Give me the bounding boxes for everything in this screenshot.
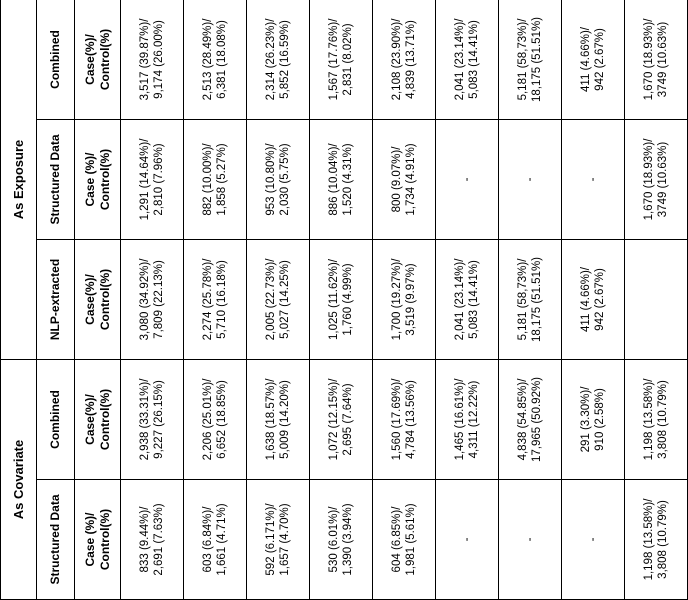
table-cell-exp-structured: 1,291 (14.64%)/ 2,810 (7.96%) [121, 119, 184, 239]
table-cell-cov-combined: 1,198 (13.58%)/ 3,808 (10.79%) [625, 359, 688, 479]
table-cell-cov-structured: 603 (6.84%)/ 1,661 (4.71%) [184, 480, 247, 600]
table-cell-exp-nlp: 2,274 (25.78%)/ 5,710 (16.18%) [184, 239, 247, 359]
subheader-exp-combined: Case(%)/ Control(%) [75, 0, 121, 119]
column-header-exp-combined: Combined [37, 0, 75, 119]
table-cell-cov-structured: 1,198 (13.58%)/ 3,808 (10.79%) [625, 480, 688, 600]
table-cell-exp-combined: 411 (4.66%)/ 942 (2.67%) [562, 0, 625, 119]
table-cell-exp-nlp: 5,181 (58,73%)/ 18,175 (51.51%) [499, 239, 562, 359]
table-cell-cov-combined: 1,072 (12.15%)/ 2,695 (7.64%) [310, 359, 373, 479]
subheader-cov-combined: Case(%)/ Control(%) [75, 359, 121, 479]
column-header-cov-structured: Structured Data [37, 480, 75, 600]
table-cell-cov-structured: - [562, 480, 625, 600]
table-row [184, 0, 247, 600]
table-cell-exp-structured: 953 (10.80%)/ 2,030 (5.75%) [247, 119, 310, 239]
column-header-exp-structured: Structured Data [37, 119, 75, 239]
table-cell-exp-nlp: 3,080 (34.92%)/ 7,809 (22.13%) [121, 239, 184, 359]
table-row [625, 0, 688, 600]
table-cell-exp-nlp: 411 (4.66%)/ 942 (2.67%) [562, 239, 625, 359]
subheader-exp-nlp: Case(%)/ Control(%) [75, 239, 121, 359]
table-row [562, 0, 625, 600]
table-cell-exp-structured: - [436, 119, 499, 239]
table-cell-exp-structured: - [562, 119, 625, 239]
table-row [247, 0, 310, 600]
group-header-exposure: As Exposure [1, 0, 37, 359]
table-cell-exp-combined: 2,041 (23.14%)/ 5,083 (14.41%) [436, 0, 499, 119]
table-cell-exp-nlp: 1,700 (19.27%)/ 3,519 (9.97%) [373, 239, 436, 359]
table-cell-cov-structured: - [499, 480, 562, 600]
table-cell-cov-structured: 833 (9.44%)/ 2,691 (7.63%) [121, 480, 184, 600]
subheader-exp-structured: Case (%)/ Control(%) [75, 119, 121, 239]
column-header-cov-combined: Combined [37, 359, 75, 479]
table-cell-cov-structured: - [436, 480, 499, 600]
group-header-covariate: As Covariate [1, 359, 37, 599]
table-cell-exp-combined: 3,517 (39.87%)/ 9,174 (26.00%) [121, 0, 184, 119]
table-cell-cov-combined: 1,465 (16.61%)/ 4,311 (12.22%) [436, 359, 499, 479]
table-cell-exp-nlp: 2,005 (22.73%)/ 5,027 (14.25%) [247, 239, 310, 359]
table-cell-exp-combined: 2,314 (26.23%)/ 5,852 (16.59%) [247, 0, 310, 119]
table-cell-cov-combined: 2,938 (33.31%)/ 9,227 (26.15%) [121, 359, 184, 479]
table-cell-exp-combined: 2,513 (28.49%)/ 6,381 (18.08%) [184, 0, 247, 119]
table-cell-exp-structured: 800 (9.07%)/ 1,734 (4.91%) [373, 119, 436, 239]
table-cell-cov-combined: 1,638 (18.57%)/ 5,009 (14.20%) [247, 359, 310, 479]
table-cell-exp-structured: 886 (10.04%)/ 1,520 (4.31%) [310, 119, 373, 239]
table-cell-cov-structured: 604 (6.85%)/ 1,981 (5.61%) [373, 480, 436, 600]
table-row [310, 0, 373, 600]
table-row [121, 0, 184, 600]
table-cell-exp-structured: 882 (10.00%)/ 1,858 (5.27%) [184, 119, 247, 239]
table-cell-exp-structured: - [499, 119, 562, 239]
table-cell-exp-nlp [625, 239, 688, 359]
table-cell-exp-nlp: 2,041 (23.14%)/ 5,083 (14.41%) [436, 239, 499, 359]
table-cell-cov-combined: 2,206 (25.01%)/ 6,652 (18.85%) [184, 359, 247, 479]
table-cell-exp-combined: 5,181 (58,73%)/ 18,175 (51.51%) [499, 0, 562, 119]
table-row [436, 0, 499, 600]
table-cell-cov-combined: 1,560 (17.69%)/ 4,784 (13.56%) [373, 359, 436, 479]
table-cell-exp-structured: 1,670 (18.93%)/ 3749 (10.63%) [625, 119, 688, 239]
column-header-exp-nlp: NLP-extracted [37, 239, 75, 359]
table-cell-exp-combined: 2,108 (23.90%)/ 4,839 (13.71%) [373, 0, 436, 119]
table-cell-exp-combined: 1,567 (17.76%)/ 2,831 (8.02%) [310, 0, 373, 119]
table-cell-cov-combined: 291 (3.30%)/ 910 (2.58%) [562, 359, 625, 479]
table-cell-cov-structured: 592 (6.171%)/ 1,657 (4.70%) [247, 480, 310, 600]
table-cell-exp-combined: 1,670 (18.93%)/ 3749 (10.63%) [625, 0, 688, 119]
subheader-cov-structured: Case (%)/ Control(%) [75, 480, 121, 600]
table-body [121, 0, 688, 600]
table-row [373, 0, 436, 600]
table-cell-cov-structured: 530 (6.01%)/ 1,390 (3.94%) [310, 480, 373, 600]
table-row [499, 0, 562, 600]
table-cell-exp-nlp: 1,025 (11.62%)/ 1,760 (4.99%) [310, 239, 373, 359]
table-cell-cov-combined: 4,838 (54.85%)/ 17,965 (50.92%) [499, 359, 562, 479]
